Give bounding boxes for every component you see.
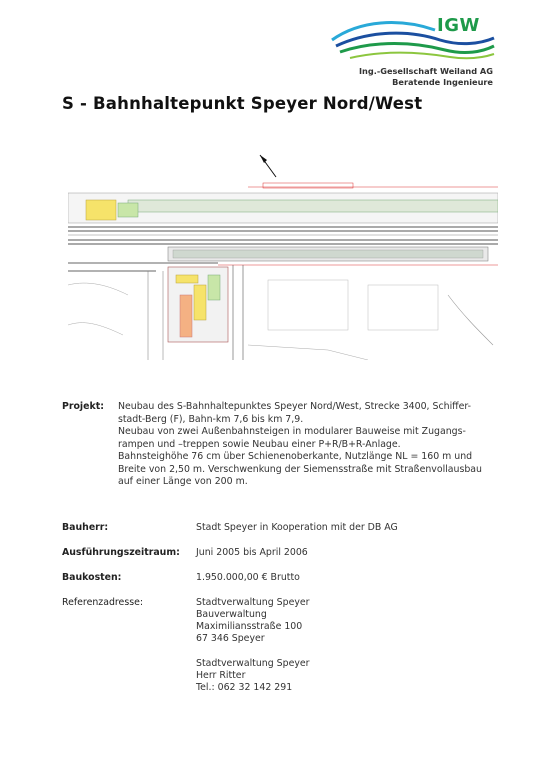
baukosten-value: 1.950.000,00 € Brutto: [196, 572, 300, 583]
project-label: Projekt:: [62, 401, 104, 412]
project-line: Neubau von zwei Außenbahnsteigen in modularer Bauweise mit Zugangs-: [118, 426, 466, 437]
address-line: Stadtverwaltung Speyer: [196, 597, 310, 608]
zeitraum-value: Juni 2005 bis April 2006: [196, 547, 308, 558]
project-line: rampen und –treppen sowie Neubau einer P+R/B+R-Anlage.: [118, 438, 401, 450]
company-line-2: Beratende Ingenieure: [392, 77, 493, 87]
address-line: 67 346 Speyer: [196, 633, 265, 644]
site-plan-drawing: [68, 145, 498, 360]
referenz-label: Referenzadresse:: [62, 597, 144, 608]
project-line: auf einer Länge von 200 m.: [118, 476, 248, 487]
page-title: S - Bahnhaltepunkt Speyer Nord/West: [62, 94, 423, 113]
logo-wordmark: IGW: [437, 15, 480, 36]
project-line: Bahnsteighöhe 76 cm über Schienenoberkante, Nutzlänge NL = 160 m und: [118, 451, 473, 462]
zeitraum-label: Ausführungszeitraum:: [62, 547, 180, 558]
address-line: Maximiliansstraße 100: [196, 621, 303, 632]
contact-line: Tel.: 062 32 142 291: [196, 682, 293, 693]
project-line: Neubau des S-Bahnhaltepunktes Speyer Nord/West, Strecke 3400, Schiffer-: [118, 401, 472, 412]
bauherr-label: Bauherr:: [62, 522, 109, 533]
address-line: Bauverwaltung: [196, 609, 267, 620]
company-line-1: Ing.-Gesellschaft Weiland AG: [359, 66, 493, 76]
contact-line: Herr Ritter: [196, 670, 246, 681]
project-line: stadt-Berg (F), Bahn-km 7,6 bis km 7,9.: [118, 413, 304, 425]
company-name: [359, 66, 493, 88]
north-arrow-icon: [260, 155, 276, 177]
project-description: [118, 401, 498, 489]
referenz-address: [196, 597, 310, 645]
baukosten-label: Baukosten:: [62, 572, 122, 583]
contact-address: [196, 658, 310, 694]
contact-line: Stadtverwaltung Speyer: [196, 658, 310, 669]
bauherr-value: Stadt Speyer in Kooperation mit der DB AG: [196, 522, 398, 533]
project-line: Breite von 2,50 m. Verschwenkung der Siemensstraße mit Straßenvollausbau: [118, 463, 482, 475]
